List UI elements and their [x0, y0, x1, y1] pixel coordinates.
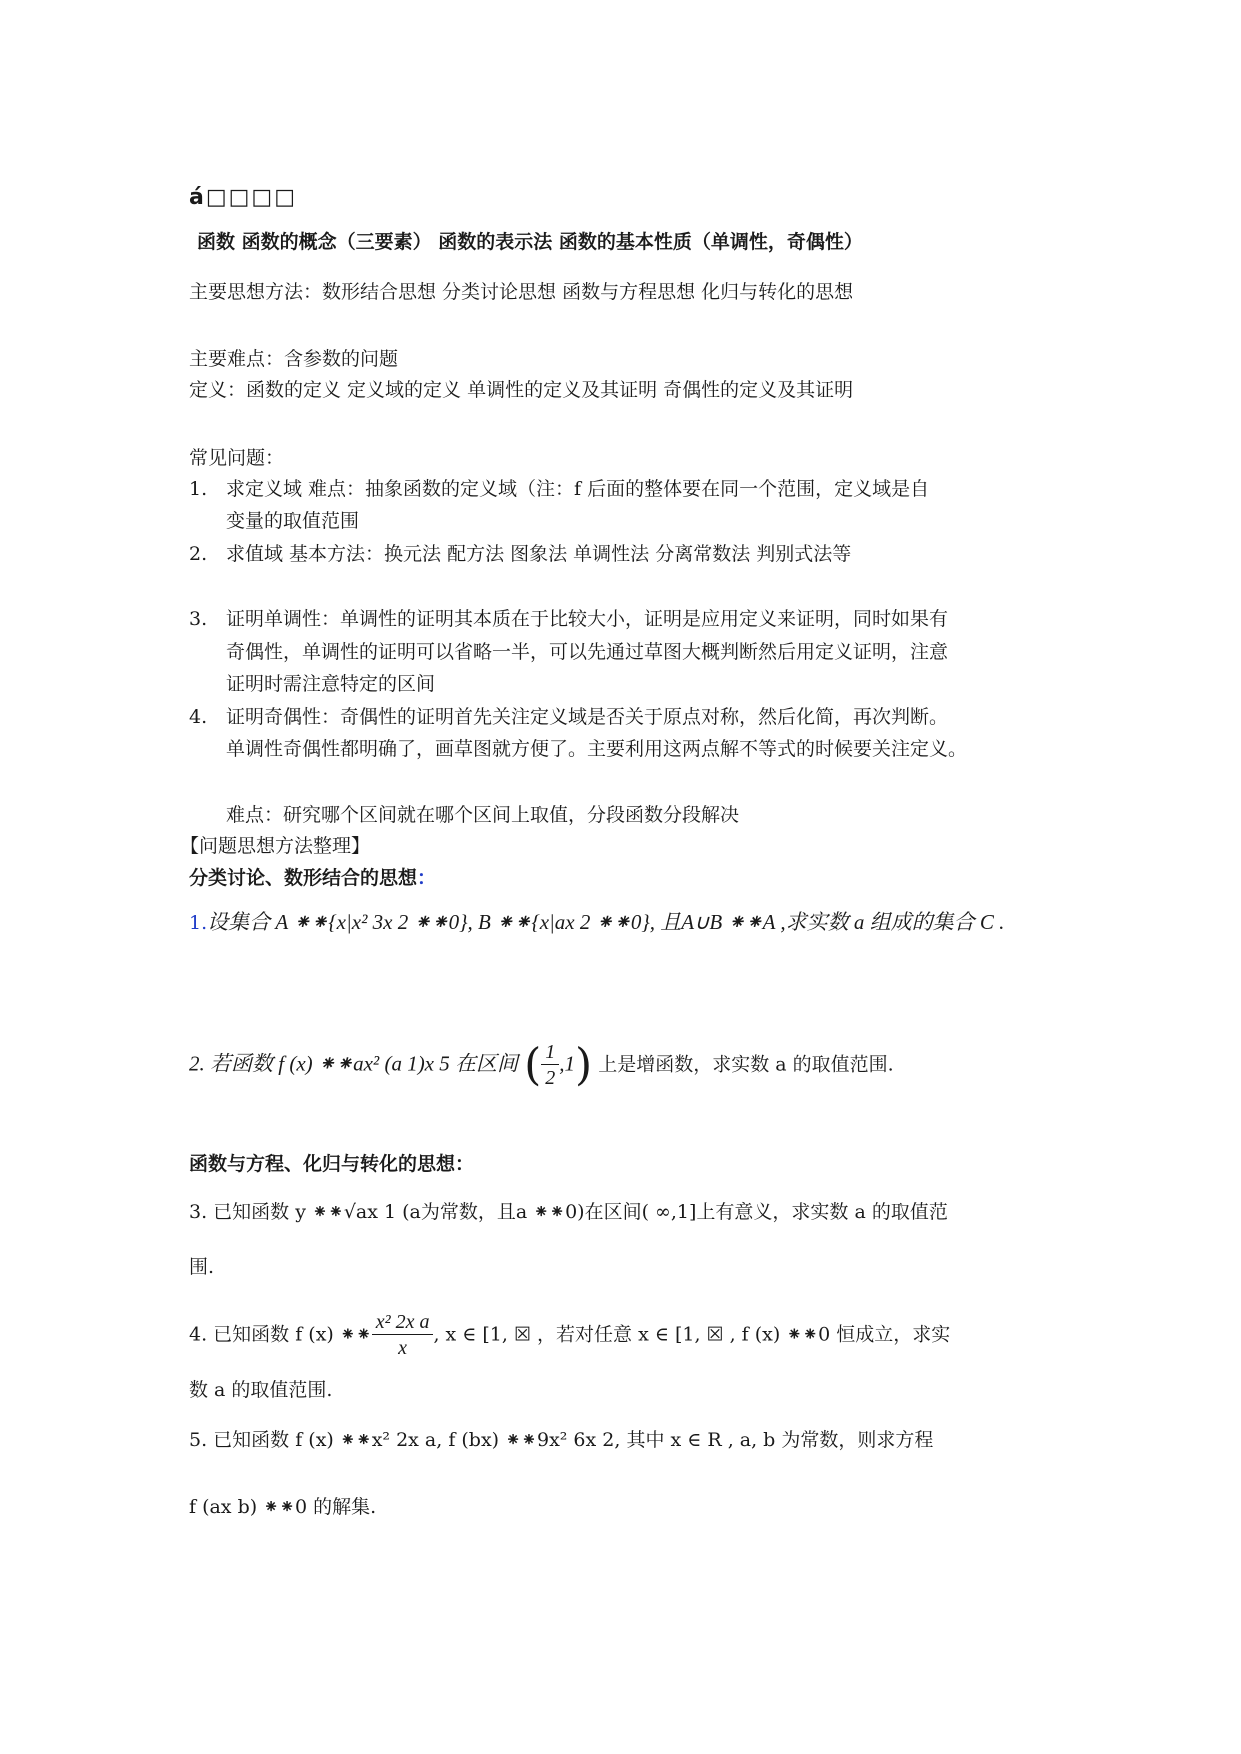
list-item — [189, 607, 948, 631]
difficulty-line: 主要难点：含参数的问题 — [189, 348, 399, 370]
fraction-one-half — [541, 1040, 559, 1091]
list-item-text: 证明单调性：单调性的证明其本质在于比较大小，证明是应用定义来证明，同时如果有 — [226, 608, 949, 630]
list-item-number: 3. — [189, 608, 208, 630]
list-item — [189, 542, 851, 566]
section-title-colon: ： — [417, 867, 437, 889]
list-item-continuation: 变量的取值范围 — [226, 510, 360, 532]
methods-line: 主要思想方法：数形结合思想 分类讨论思想 函数与方程思想 化归与转化的思想 — [189, 281, 854, 303]
question-text-end: 上是增函数，求实数 a 的取值范围. — [598, 1053, 894, 1076]
section-title-classification — [189, 866, 436, 890]
left-paren: ( — [524, 1039, 542, 1091]
list-item-continuation: 证明时需注意特定的区间 — [226, 673, 436, 695]
question-text-end: , x ∈ [1, ☒ ，若对任意 x ∈ [1, ☒ , f (x) ⁕⁕0 恒成立，求实 — [433, 1323, 951, 1346]
list-item-text: 证明奇偶性：奇偶性的证明首先关注定义域是否关于原点对称，然后化简，再次判断。 — [226, 706, 949, 728]
section-bracket-title: 【问题思想方法整理】 — [180, 835, 371, 857]
question-text: 设集合 A ⁕⁕{x|x² 3x 2 ⁕⁕0}, B ⁕⁕{x|ax 2 ⁕⁕0}, 且A∪B ⁕⁕A ,求实数 a 组成的集合 C . — [207, 910, 1005, 934]
fraction-denominator: x — [398, 1337, 408, 1359]
list-item-continuation: 奇偶性，单调性的证明可以省略一半，可以先通过草图大概判断然后用定义证明，注意 — [226, 641, 949, 663]
question-3-continuation: 围. — [189, 1256, 215, 1278]
interval-tail: ,1 — [559, 1051, 575, 1076]
topics-line: 函数 函数的概念（三要素） 函数的表示法 函数的基本性质（单调性，奇偶性） — [197, 231, 863, 253]
list-item-number: 1. — [189, 478, 208, 500]
page-header: á□□□□ — [189, 185, 297, 210]
list-item-text: 求值域 基本方法：换元法 配方法 图象法 单调性法 分离常数法 判别式法等 — [226, 543, 852, 565]
question-text-start: 2. 若函数 f (x) ⁕⁕ax² (a 1)x 5 在区间 — [189, 1051, 519, 1076]
definitions-line: 定义：函数的定义 定义域的定义 单调性的定义及其证明 奇偶性的定义及其证明 — [189, 379, 854, 401]
list-item-text: 求定义域 难点：抽象函数的定义域（注：f 后面的整体要在同一个范围，定义域是自 — [226, 478, 930, 500]
fraction-denominator: 2 — [545, 1067, 556, 1089]
right-paren: ) — [574, 1039, 593, 1091]
question-5: 5. 已知函数 f (x) ⁕⁕x² 2x a, f (bx) ⁕⁕9x² 6x 2, 其中 x ∈ R , a, b 为常数，则求方程 — [189, 1429, 934, 1451]
list-item-number: 4. — [189, 706, 208, 728]
question-4-continuation: 数 a 的取值范围. — [189, 1379, 333, 1401]
question-1 — [189, 910, 1004, 935]
question-3: 3. 已知函数 y ⁕⁕√ax 1 (a为常数，且a ⁕⁕0)在区间( ∞,1]上有意义，求实数 a 的取值范 — [189, 1201, 948, 1223]
list-item — [189, 705, 948, 729]
list-item — [189, 477, 929, 501]
question-4 — [189, 1310, 950, 1361]
hard-point-line: 难点：研究哪个区间就在哪个区间上取值，分段函数分段解决 — [226, 804, 740, 826]
list-item-number: 2. — [189, 543, 208, 565]
question-5-continuation: f (ax b) ⁕⁕0 的解集. — [189, 1496, 377, 1518]
question-text-start: 4. 已知函数 f (x) ⁕⁕ — [189, 1323, 372, 1346]
fraction-expression — [372, 1310, 434, 1361]
fraction-numerator: x² 2x a — [372, 1310, 434, 1335]
section-title-text: 分类讨论、数形结合的思想 — [189, 867, 418, 889]
section-title-equations: 函数与方程、化归与转化的思想： — [189, 1153, 475, 1175]
question-number: 1. — [189, 912, 208, 934]
fraction-numerator: 1 — [541, 1040, 559, 1065]
list-item-continuation: 单调性奇偶性都明确了，画草图就方便了。主要利用这两点解不等式的时候要关注定义。 — [226, 738, 968, 760]
question-2 — [189, 1040, 894, 1091]
common-questions-title: 常见问题： — [189, 447, 285, 469]
